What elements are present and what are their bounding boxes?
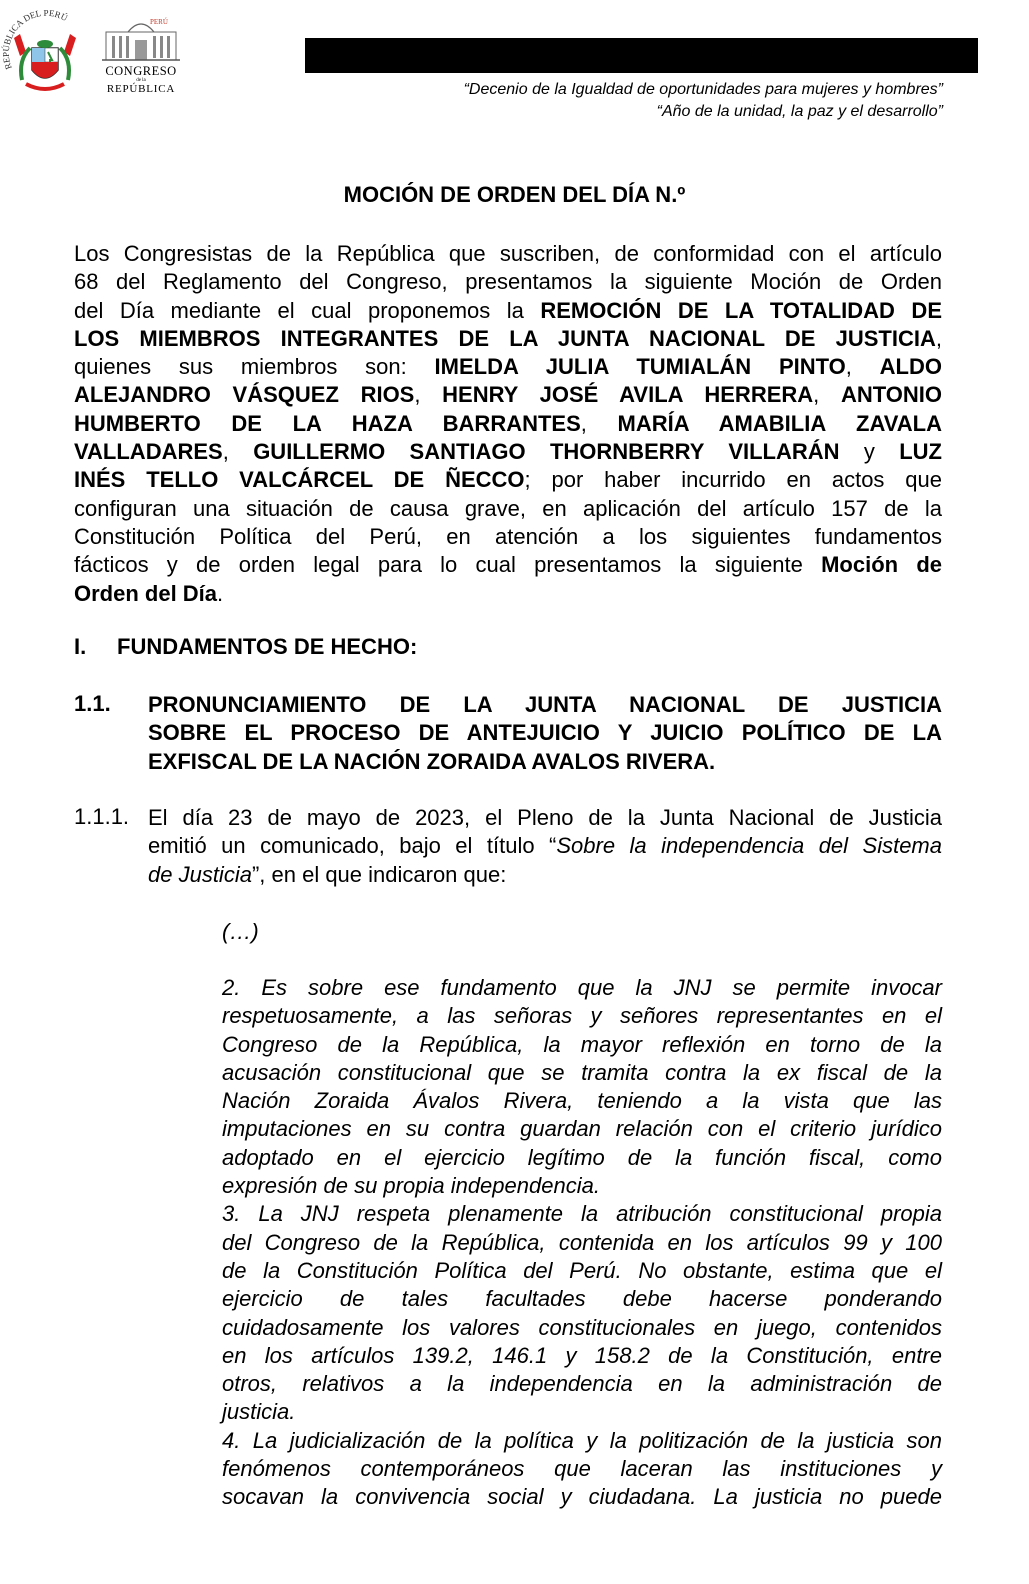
subsection-heading-line-1: PRONUNCIAMIENTO DE LA JUNTA NACIONAL DE JUSTICIA: [148, 692, 942, 717]
intro-line-7: [74, 410, 942, 438]
intro-text: ,: [222, 439, 254, 465]
intro-text: ,: [414, 382, 443, 408]
subsection-heading-line-3: EXFISCAL DE LA NACIÓN ZORAIDA AVALOS RIVERA.: [148, 748, 716, 774]
quote-line: fenómenos contemporáneos que laceran las instituciones y: [222, 1456, 942, 1482]
congreso-republica-logo: [98, 18, 184, 98]
intro-text: ,: [935, 325, 942, 351]
item-paragraph: [148, 804, 942, 889]
quote-line: acusación constitucional que se tramita contra la ex fiscal de la: [222, 1059, 942, 1085]
intro-line-6: [74, 381, 942, 409]
quote-line: de la Constitución Política del Perú. No obstante, estima que el: [222, 1257, 942, 1283]
emblem-arc-text: REPÚBLICA DEL PERÚ: [0, 8, 70, 71]
item-text: emitió un comunicado, bajo el título “: [148, 833, 557, 859]
intro-line-2: 68 del Reglamento del Congreso, presentamos la siguiente Moción de Orden: [74, 269, 942, 295]
peru-coat-of-arms-logo: [0, 8, 90, 98]
quote-line: Congreso de la República, la mayor reflexión en torno de la: [222, 1031, 942, 1057]
intro-text: ,: [580, 410, 618, 436]
member-name: LUZ: [899, 439, 942, 465]
motto-anio: “Año de la unidad, la paz y el desarrollo”: [656, 103, 943, 120]
member-name: ALEJANDRO VÁSQUEZ RIOS: [74, 382, 415, 408]
intro-line-3: [74, 297, 942, 325]
intro-bold: Orden del Día: [74, 580, 218, 606]
intro-line-11: Constitución Política del Perú, en atención a los siguientes fundamentos: [74, 523, 942, 549]
intro-line-10: configuran una situación de causa grave, en aplicación del artículo 157 de la: [74, 495, 942, 521]
quote-line: socavan la convivencia social y ciudadana. La justicia no puede: [222, 1484, 942, 1510]
member-name: HENRY JOSÉ AVILA HERRERA: [442, 382, 814, 408]
section-heading: FUNDAMENTOS DE HECHO:: [117, 634, 418, 659]
member-name: ANTONIO: [840, 382, 942, 408]
document-title: MOCIÓN DE ORDEN DEL DÍA N.º: [343, 182, 686, 207]
quote-line: adoptado en el ejercicio legítimo de la función fiscal, como: [222, 1144, 942, 1170]
item-number: 1.1.1.: [74, 804, 130, 829]
intro-paragraph: [74, 240, 942, 608]
logo-congreso-text: CONGRESO: [105, 64, 177, 78]
quote-line: en los artículos 139.2, 146.1 y 158.2 de la Constitución, entre: [222, 1342, 942, 1368]
quote-line: Nación Zoraida Ávalos Rivera, teniendo a la vista que las: [222, 1088, 942, 1114]
intro-line-4: [74, 325, 942, 353]
quote-line: del Congreso de la República, contenida en los artículos 99 y 100: [222, 1229, 942, 1255]
intro-bold: LOS MIEMBROS INTEGRANTES DE LA JUNTA NACIONAL DE JUSTICIA: [74, 325, 936, 351]
logo-peru-label: PERÚ: [150, 18, 168, 26]
subsection-number: 1.1.: [74, 691, 111, 716]
quote-line: 4. La judicialización de la política y la politización de la justicia son: [222, 1427, 942, 1453]
member-name: GUILLERMO SANTIAGO THORNBERRY VILLARÁN: [253, 439, 840, 465]
intro-line-1: Los Congresistas de la República que suscriben, de conformidad con el artículo: [74, 241, 942, 266]
logo-de-la-text: de la: [136, 78, 146, 83]
subsection-heading-line-2: SOBRE EL PROCESO DE ANTEJUICIO Y JUICIO POLÍTICO DE LA: [148, 720, 942, 746]
quoted-statement: [222, 974, 942, 1512]
intro-text: ,: [813, 382, 841, 408]
motto-decenio: “Decenio de la Igualdad de oportunidades para mujeres y hombres”: [463, 81, 943, 98]
logo-republica-text: REPÚBLICA: [106, 83, 176, 95]
intro-text: .: [217, 580, 224, 606]
item-text: ”, en el que indicaron que:: [251, 861, 507, 887]
intro-text: ; por haber incurrido en actos que: [524, 467, 942, 493]
quote-line: otros, relativos a la independencia en la administración de: [222, 1371, 942, 1397]
item-italic-title: de Justicia: [148, 861, 252, 887]
item-line-3: [148, 861, 942, 889]
intro-line-13: [74, 580, 942, 608]
member-name: IMELDA JULIA TUMIALÁN PINTO: [434, 354, 846, 380]
quote-line: ejercicio de tales facultades debe hacerse ponderando: [222, 1286, 942, 1312]
quote-line: respetuosamente, a las señoras y señores representantes en el: [222, 1003, 942, 1029]
member-name: INÉS TELLO VALCÁRCEL DE ÑECCO: [74, 467, 525, 493]
quote-line: imputaciones en su contra guardan relación con el criterio jurídico: [222, 1116, 942, 1142]
intro-bold: Moción de: [821, 552, 942, 578]
intro-text: quienes sus miembros son:: [74, 354, 435, 380]
item-italic-title: Sobre la independencia del Sistema: [556, 833, 942, 859]
member-name: ALDO: [879, 354, 942, 380]
subsection-heading: [148, 691, 942, 776]
intro-text: ,: [845, 354, 880, 380]
member-name: HUMBERTO DE LA HAZA BARRANTES: [74, 410, 581, 436]
intro-line-12: [74, 551, 942, 579]
quote-line: cuidadosamente los valores constitucionales en juego, contenidos: [222, 1314, 942, 1340]
item-line-1: El día 23 de mayo de 2023, el Pleno de la Junta Nacional de Justicia: [148, 805, 942, 830]
intro-text: del Día mediante el cual proponemos la: [74, 297, 541, 323]
member-name: MARÍA AMABILIA ZAVALA: [617, 410, 942, 436]
intro-line-5: [74, 353, 942, 381]
member-name: VALLADARES: [74, 439, 223, 465]
quote-line: 3. La JNJ respeta plenamente la atribución constitucional propia: [222, 1201, 942, 1227]
intro-text: y: [839, 439, 900, 465]
quote-line: justicia.: [222, 1399, 296, 1425]
quote-line: expresión de su propia independencia.: [222, 1173, 600, 1199]
quote-ellipsis: (…): [222, 919, 259, 944]
intro-line-8: [74, 438, 942, 466]
section-number: I.: [74, 634, 87, 659]
item-line-2: [148, 832, 942, 860]
intro-line-9: [74, 466, 942, 494]
quote-line: 2. Es sobre ese fundamento que la JNJ se permite invocar: [222, 975, 942, 1000]
intro-text: fácticos y de orden legal para lo cual presentamos la siguiente: [74, 552, 822, 578]
intro-bold: REMOCIÓN DE LA TOTALIDAD DE: [540, 297, 942, 323]
redaction-bar: [305, 38, 978, 73]
